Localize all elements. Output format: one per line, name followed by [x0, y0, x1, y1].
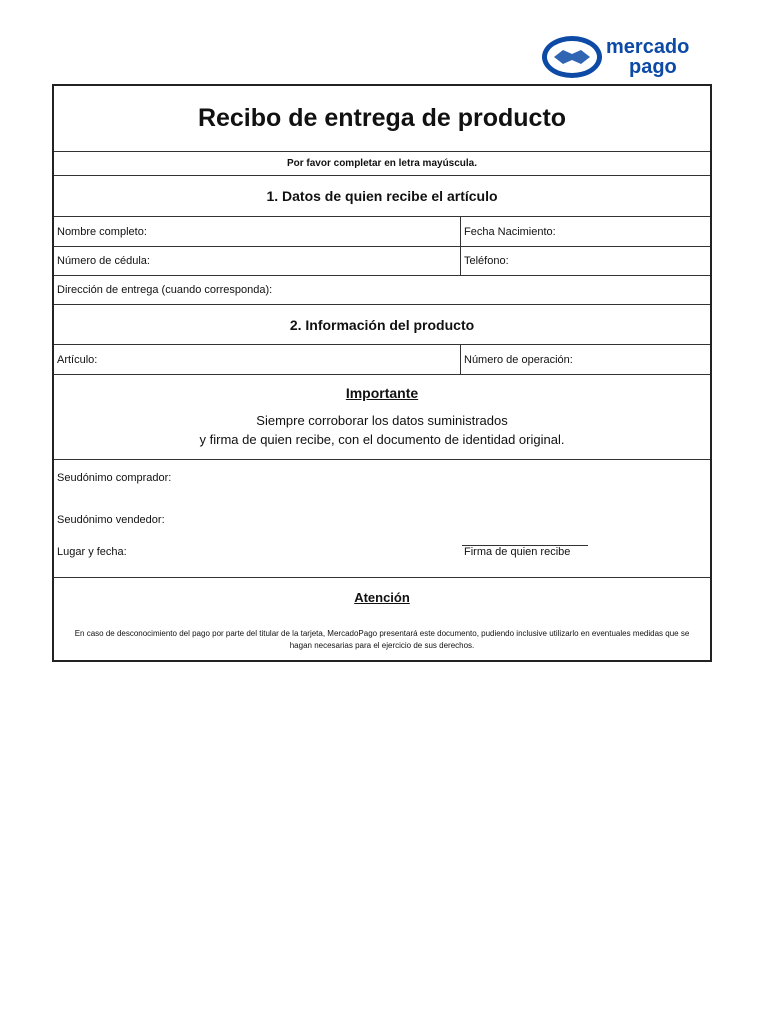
field-articulo[interactable]: Artículo: [57, 353, 98, 366]
logo-text-pago: pago [629, 56, 677, 78]
field-lugar-fecha[interactable]: Lugar y fecha: [57, 546, 127, 558]
attention-notice [54, 578, 710, 660]
important-line-2: y firma de quien recibe, con el documento de identidad original. [199, 432, 565, 447]
field-telefono[interactable]: Teléfono: [464, 255, 509, 267]
form-title: Recibo de entrega de producto [54, 86, 710, 152]
important-notice [54, 375, 710, 460]
field-seudonimo-comprador[interactable]: Seudónimo comprador: [57, 472, 172, 484]
form-subtitle: Por favor completar en letra mayúscula. [54, 152, 710, 176]
section-product-heading: 2. Información del producto [54, 305, 710, 345]
row-name-birthdate [54, 217, 710, 247]
handshake-icon [541, 35, 603, 79]
field-seudonimo-vendedor[interactable]: Seudónimo vendedor: [57, 514, 165, 526]
field-fecha-nacimiento[interactable]: Fecha Nacimiento: [464, 225, 556, 238]
field-numero-cedula[interactable]: Número de cédula: [57, 255, 150, 267]
attention-heading: Atención [354, 590, 410, 605]
field-nombre-completo[interactable]: Nombre completo: [57, 225, 147, 238]
mercadopago-logo [541, 35, 701, 81]
important-line-1: Siempre corroborar los datos suministrados [256, 413, 508, 428]
attention-text: En caso de desconocimiento del pago por parte del titular de la tarjeta, MercadoPago presentará este documento, pudiendo inclusive utilizarlo en eventuales medidas que se hagan necesarias para el ejercicio de sus derechos. [74, 629, 690, 650]
logo-text-mercado: mercado [606, 36, 690, 58]
signature-block [54, 460, 710, 578]
field-numero-operacion[interactable]: Número de operación: [464, 353, 573, 366]
section-recipient-heading: 1. Datos de quien recibe el artículo [54, 176, 710, 217]
signature-label: Firma de quien recibe [464, 546, 571, 558]
row-id-phone [54, 247, 710, 276]
important-heading: Importante [345, 385, 419, 401]
row-address [54, 276, 710, 305]
row-product [54, 345, 710, 375]
receipt-form [52, 84, 712, 662]
field-direccion-entrega[interactable]: Dirección de entrega (cuando corresponda): [57, 284, 273, 296]
